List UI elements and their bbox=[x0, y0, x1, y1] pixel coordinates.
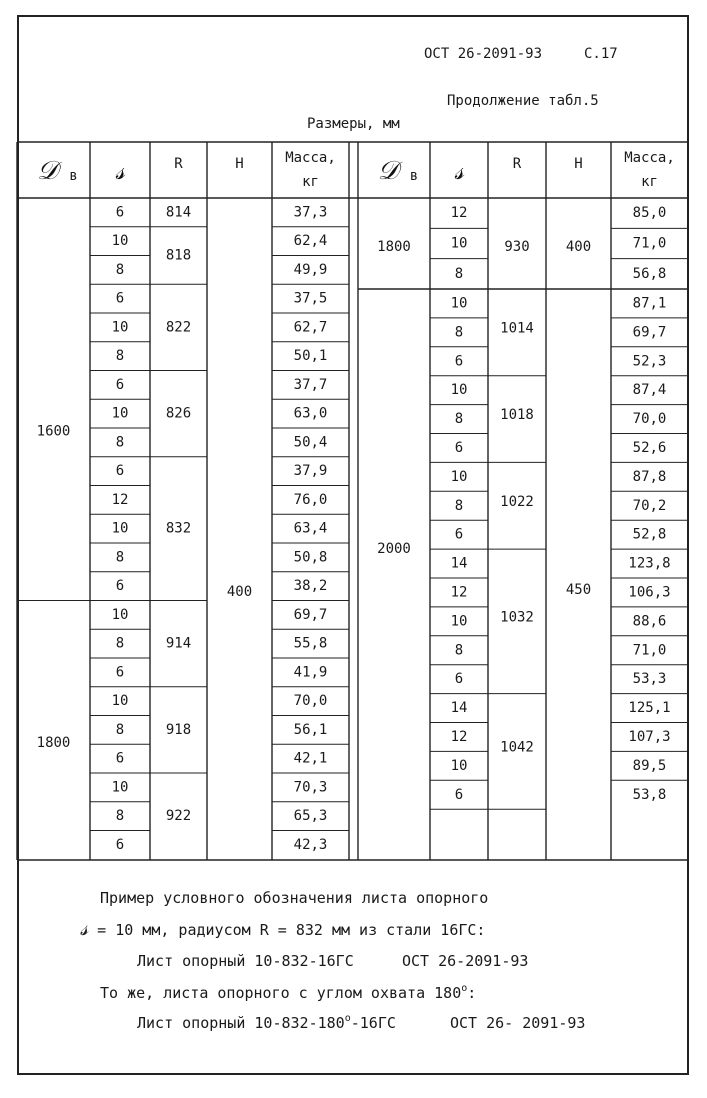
left-mass-cell: 56,1 bbox=[293, 721, 328, 738]
left-mass-cell: 38,2 bbox=[293, 578, 328, 595]
left-mass-cell: 69,7 bbox=[293, 606, 328, 623]
right-mass-cell: 88,6 bbox=[632, 613, 667, 630]
right-mass-cell: 53,8 bbox=[632, 786, 667, 803]
right-header-h: Н bbox=[574, 156, 583, 172]
left-mass-cell: 50,4 bbox=[293, 434, 328, 451]
right-header-dv-sub: в bbox=[409, 168, 419, 184]
right-r-cell: 1014 bbox=[500, 320, 534, 337]
right-mass-cell: 52,6 bbox=[632, 439, 667, 456]
left-mass-cell: 42,1 bbox=[293, 750, 328, 767]
example-line-4 bbox=[100, 984, 476, 1002]
right-s-cell: 10 bbox=[450, 382, 468, 399]
right-header-r: R bbox=[512, 156, 522, 172]
left-r-cell: 832 bbox=[165, 520, 192, 537]
left-s-cell: 8 bbox=[115, 549, 125, 566]
left-mass-cell: 37,9 bbox=[293, 463, 328, 480]
left-mass-cell: 49,9 bbox=[293, 261, 328, 278]
right-s-cell: 14 bbox=[450, 700, 468, 717]
right-mass-cell: 125,1 bbox=[628, 700, 671, 717]
right-s-cell: 10 bbox=[450, 468, 468, 485]
right-s-cell: 6 bbox=[454, 671, 464, 688]
example-line-4-colon: : bbox=[467, 984, 477, 1002]
left-s-cell: 10 bbox=[111, 693, 129, 710]
left-header-s: 𝓈 bbox=[115, 156, 125, 186]
left-r-cell: 918 bbox=[165, 721, 192, 738]
left-mass-cell: 62,7 bbox=[293, 319, 328, 336]
left-mass-cell: 70,3 bbox=[293, 779, 328, 796]
right-top-s-cell: 8 bbox=[454, 265, 464, 282]
right-mass-cell: 69,7 bbox=[632, 324, 667, 341]
left-header-dv: 𝒟 bbox=[37, 156, 58, 186]
example-line-4-text: То же, листа опорного с углом охвата 180 bbox=[100, 984, 462, 1002]
left-s-cell: 6 bbox=[115, 578, 125, 595]
right-mass-cell: 89,5 bbox=[632, 757, 667, 774]
degree-mark: о bbox=[461, 983, 468, 994]
left-mass-cell: 37,5 bbox=[293, 290, 328, 307]
left-s-cell: 6 bbox=[115, 664, 125, 681]
left-r-cell: 818 bbox=[165, 247, 192, 264]
left-s-cell: 8 bbox=[115, 808, 125, 825]
left-mass-cell: 50,1 bbox=[293, 348, 328, 365]
example-line-2-text: = 10 мм, радиусом R = 832 мм из стали 16ГС: bbox=[97, 921, 486, 939]
right-s-cell: 10 bbox=[450, 613, 468, 630]
left-s-cell: 6 bbox=[115, 836, 125, 853]
left-r-cell: 922 bbox=[165, 808, 192, 825]
left-mass-cell: 50,8 bbox=[293, 549, 328, 566]
right-mass-cell: 87,4 bbox=[632, 382, 667, 399]
left-dv-cell: 1800 bbox=[36, 735, 71, 752]
left-header-dv-sub: в bbox=[69, 168, 78, 184]
left-mass-cell: 65,3 bbox=[293, 808, 328, 825]
right-s-cell: 6 bbox=[454, 439, 464, 456]
right-s-cell: 12 bbox=[450, 728, 468, 745]
example-line-2 bbox=[80, 916, 485, 941]
right-top-r-cell: 930 bbox=[504, 239, 530, 255]
left-s-cell: 8 bbox=[115, 348, 125, 365]
designation-2 bbox=[137, 1014, 396, 1032]
left-s-cell: 10 bbox=[111, 233, 129, 250]
thickness-symbol: 𝓈 bbox=[80, 916, 89, 941]
designation-1: Лист опорный 10-832-16ГС bbox=[137, 952, 354, 970]
degree-mark-2: о bbox=[344, 1013, 351, 1024]
left-mass-cell: 42,3 bbox=[293, 836, 328, 853]
left-s-cell: 6 bbox=[115, 463, 125, 480]
right-r-cell: 1018 bbox=[500, 407, 534, 424]
left-header-h: Н bbox=[235, 156, 244, 172]
right-dv-cell: 2000 bbox=[377, 541, 411, 557]
right-mass-cell: 107,3 bbox=[628, 728, 671, 745]
right-mass-cell: 123,8 bbox=[628, 555, 671, 572]
right-s-cell: 12 bbox=[450, 584, 468, 601]
left-r-cell: 822 bbox=[165, 319, 192, 336]
left-s-cell: 10 bbox=[111, 405, 129, 422]
right-mass-cell: 87,8 bbox=[632, 468, 667, 485]
left-mass-cell: 70,0 bbox=[293, 693, 328, 710]
right-s-cell: 8 bbox=[454, 497, 464, 514]
right-s-cell: 8 bbox=[454, 411, 464, 428]
left-s-cell: 6 bbox=[115, 750, 125, 767]
doc-code: ОСТ 26-2091-93 bbox=[424, 46, 543, 62]
left-s-cell: 12 bbox=[111, 491, 129, 508]
left-r-cell: 826 bbox=[165, 405, 192, 422]
right-s-cell: 6 bbox=[454, 526, 464, 543]
left-header-mass-unit: кг bbox=[302, 174, 319, 190]
right-s-cell: 6 bbox=[454, 786, 464, 803]
right-top-mass-cell: 56,8 bbox=[632, 265, 667, 282]
left-r-cell: 914 bbox=[165, 635, 192, 652]
right-mass-cell: 53,3 bbox=[632, 671, 667, 688]
left-mass-cell: 76,0 bbox=[293, 491, 328, 508]
right-header-s: 𝓈 bbox=[454, 156, 464, 186]
page-number: С.17 bbox=[584, 46, 618, 62]
left-s-cell: 8 bbox=[115, 434, 125, 451]
left-mass-cell: 62,4 bbox=[293, 233, 328, 250]
right-s-cell: 10 bbox=[450, 757, 468, 774]
continuation-label: Продолжение табл.5 bbox=[447, 93, 599, 109]
right-top-mass-cell: 71,0 bbox=[632, 235, 667, 252]
left-mass-cell: 55,8 bbox=[293, 635, 328, 652]
left-h-cell: 400 bbox=[226, 584, 253, 600]
right-header-mass: Масса, bbox=[624, 150, 675, 166]
right-header-dv: 𝒟 bbox=[377, 156, 399, 186]
left-mass-cell: 37,7 bbox=[293, 376, 328, 393]
right-s-cell: 6 bbox=[454, 353, 464, 370]
left-mass-cell: 63,4 bbox=[293, 520, 328, 537]
right-r-cell: 1022 bbox=[500, 493, 534, 510]
right-mass-cell: 70,2 bbox=[632, 497, 667, 514]
left-s-cell: 6 bbox=[115, 290, 125, 307]
left-s-cell: 6 bbox=[115, 376, 125, 393]
right-header-mass-unit: кг bbox=[641, 174, 658, 190]
left-s-cell: 8 bbox=[115, 635, 125, 652]
right-mass-cell: 71,0 bbox=[632, 642, 667, 659]
right-s-cell: 10 bbox=[450, 295, 468, 312]
designation-1-code: ОСТ 26-2091-93 bbox=[402, 952, 529, 970]
right-top-s-cell: 10 bbox=[450, 235, 468, 252]
right-mass-cell: 52,3 bbox=[632, 353, 667, 370]
left-header-mass: Масса, bbox=[285, 150, 336, 166]
example-line-1: Пример условного обозначения листа опорного bbox=[100, 889, 489, 907]
right-mass-cell: 106,3 bbox=[628, 584, 671, 601]
left-dv-cell: 1600 bbox=[36, 423, 71, 440]
designation-2-text: Лист опорный 10-832-180 bbox=[137, 1014, 345, 1032]
right-s-cell: 8 bbox=[454, 324, 464, 341]
right-r-cell: 1042 bbox=[500, 739, 534, 756]
left-s-cell: 10 bbox=[111, 319, 129, 336]
left-s-cell: 8 bbox=[115, 261, 125, 278]
designation-2-steel: -16ГС bbox=[350, 1014, 396, 1032]
right-s-cell: 14 bbox=[450, 555, 468, 572]
left-mass-cell: 37,3 bbox=[293, 204, 328, 221]
right-s-cell: 8 bbox=[454, 642, 464, 659]
right-mass-cell: 70,0 bbox=[632, 411, 667, 428]
right-mass-cell: 52,8 bbox=[632, 526, 667, 543]
right-top-s-cell: 12 bbox=[450, 205, 468, 222]
right-h-cell: 450 bbox=[565, 582, 592, 598]
left-mass-cell: 41,9 bbox=[293, 664, 328, 681]
units-label: Размеры, мм bbox=[307, 116, 400, 132]
left-s-cell: 6 bbox=[115, 204, 125, 221]
designation-2-code: ОСТ 26- 2091-93 bbox=[450, 1014, 586, 1032]
left-s-cell: 10 bbox=[111, 606, 129, 623]
left-header-r: R bbox=[174, 156, 183, 172]
left-s-cell: 10 bbox=[111, 520, 129, 537]
right-top-h-cell: 400 bbox=[565, 239, 592, 255]
left-mass-cell: 63,0 bbox=[293, 405, 328, 422]
left-s-cell: 10 bbox=[111, 779, 129, 796]
right-top-dv-cell: 1800 bbox=[377, 239, 411, 255]
right-mass-cell: 87,1 bbox=[632, 295, 667, 312]
right-r-cell: 1032 bbox=[500, 609, 534, 626]
right-top-mass-cell: 85,0 bbox=[632, 205, 667, 222]
left-s-cell: 8 bbox=[115, 721, 125, 738]
left-r-cell: 814 bbox=[165, 204, 192, 221]
